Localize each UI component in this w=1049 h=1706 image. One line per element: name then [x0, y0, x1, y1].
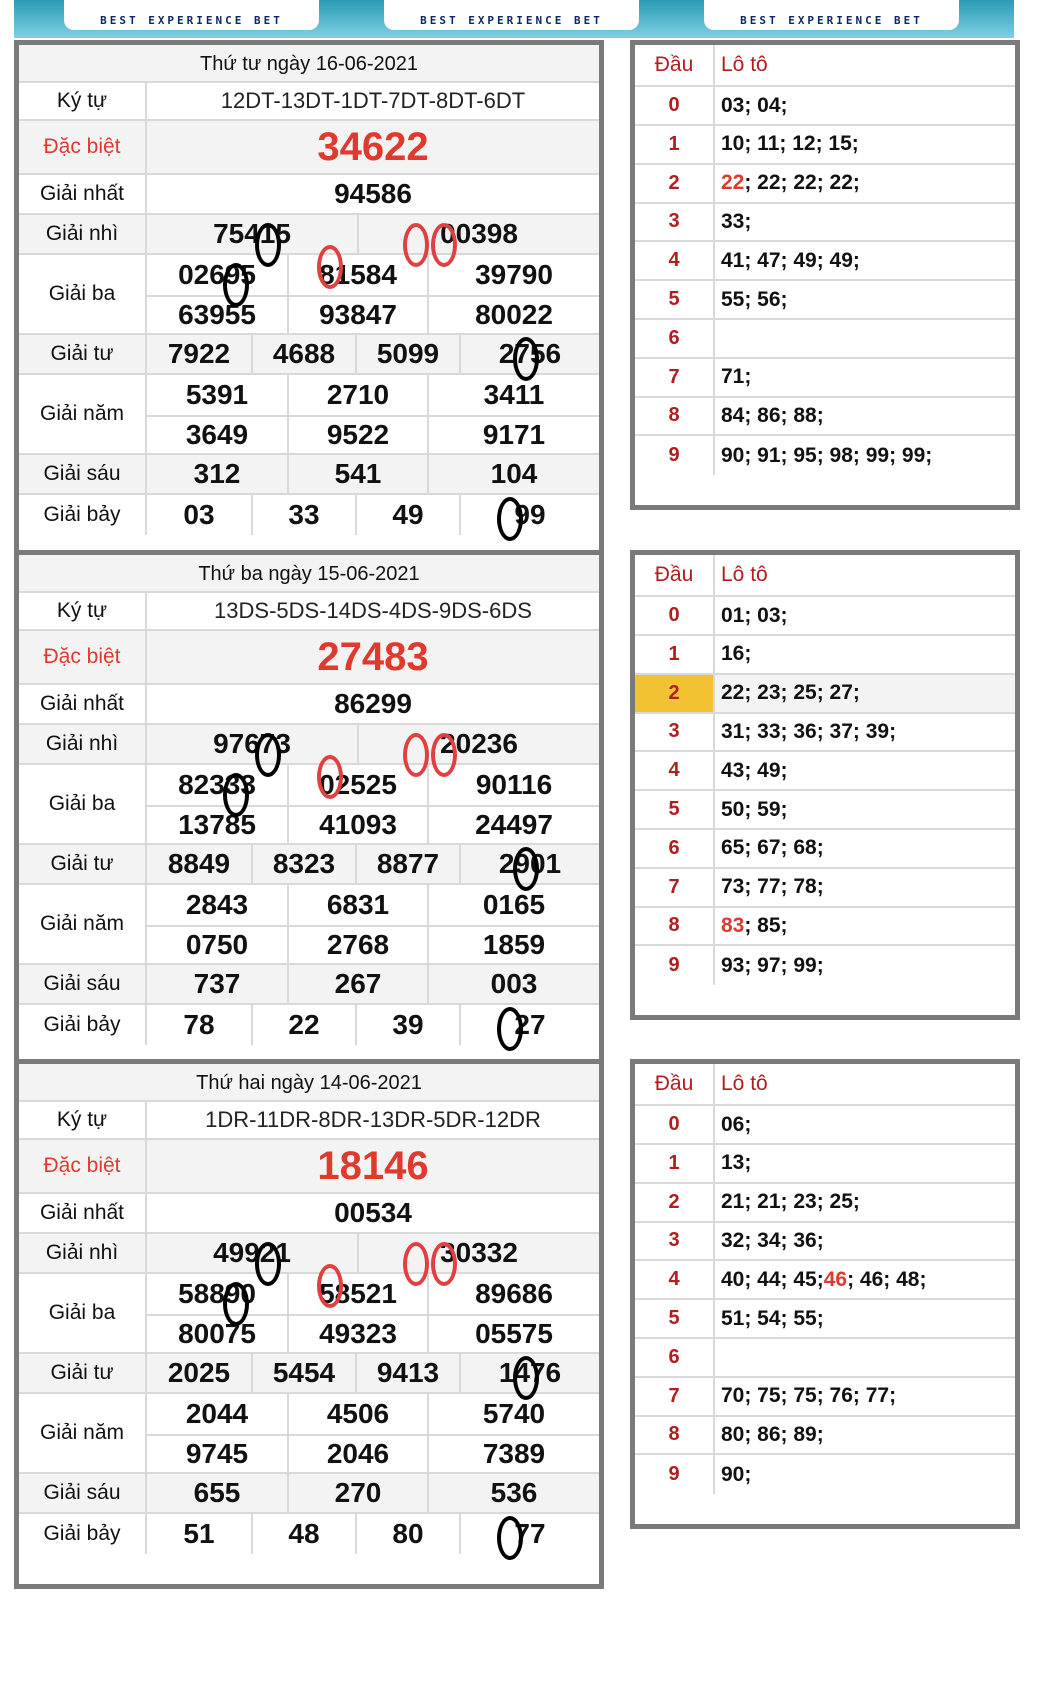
dau-value: 1: [635, 1145, 715, 1182]
loto-text: ; 85;: [744, 913, 788, 937]
loto-values: [721, 1455, 751, 1494]
loto-text: 55; 56;: [721, 287, 788, 311]
giai-sau-value: 270: [287, 1474, 427, 1512]
giai-bay-value: 99: [459, 495, 599, 535]
giai-sau-label: Giải sáu: [19, 1474, 147, 1512]
draw-date: Thứ hai ngày 14-06-2021: [196, 1072, 422, 1094]
giai-ba-label: Giải ba: [19, 1274, 147, 1352]
loto-text: 80; 86; 89;: [721, 1422, 824, 1446]
loto-row: [635, 830, 1015, 869]
loto-values: [721, 242, 860, 279]
giai-nhat-value: 00534: [334, 1197, 412, 1228]
dau-value: 0: [635, 597, 715, 634]
loto-text: 71;: [721, 365, 752, 389]
loto-text: 32; 34; 36;: [721, 1228, 824, 1252]
dau-value: 2: [635, 165, 715, 202]
dac-biet-label: Đặc biệt: [19, 1140, 147, 1192]
giai-nhi-label: Giải nhì: [19, 215, 147, 253]
loto-text: 01; 03;: [721, 603, 788, 627]
giai-ba-row: [19, 1274, 599, 1354]
giai-ba-value: 80022: [427, 295, 599, 335]
loto-text: 84; 86; 88;: [721, 403, 824, 427]
loto-header-label: Lô tô: [721, 53, 768, 76]
loto-highlight: 83: [721, 913, 745, 937]
loto-text: 93; 97; 99;: [721, 953, 824, 977]
loto-row: [635, 87, 1015, 126]
date-row: [19, 1064, 599, 1102]
loto-values: [721, 87, 788, 124]
giai-tu-value: 8877: [355, 845, 459, 883]
giai-bay-value: 80: [355, 1514, 459, 1554]
giai-ba-value: 39790: [427, 255, 599, 295]
loto-row: [635, 1378, 1015, 1417]
giai-nhat-row: [19, 1194, 599, 1234]
giai-bay-value: 77: [459, 1514, 599, 1554]
loto-row: [635, 165, 1015, 204]
giai-tu-row: [19, 335, 599, 375]
result-table: [14, 40, 604, 570]
loto-values: [721, 359, 751, 396]
giai-ba-value: 13785: [178, 809, 256, 840]
giai-nam-value: 7389: [427, 1434, 599, 1474]
giai-nhat-row: [19, 685, 599, 725]
loto-row: [635, 1222, 1015, 1261]
dau-value: 9: [635, 1455, 715, 1494]
loto-values: [721, 597, 788, 634]
giai-sau-row: [19, 455, 599, 495]
giai-ba-value: 81584: [287, 255, 427, 295]
giai-nam-value: 5740: [427, 1394, 599, 1434]
giai-nhi-value: 75415: [213, 218, 291, 249]
loto-header-label: Lô tô: [721, 563, 768, 586]
giai-ba-value: 24497: [427, 805, 599, 845]
ky-tu-label: Ký tự: [19, 83, 147, 119]
ky-tu-value: 13DS-5DS-14DS-4DS-9DS-6DS: [214, 598, 532, 623]
dau-value: 5: [635, 1300, 715, 1337]
loto-row: [635, 791, 1015, 830]
giai-bay-label: Giải bảy: [19, 1514, 147, 1554]
loto-table: [630, 1059, 1020, 1529]
loto-values: [721, 203, 751, 240]
dau-value: 4: [635, 1261, 715, 1298]
giai-nam-value: 0165: [427, 885, 599, 925]
loto-values: [721, 907, 788, 944]
loto-header: [635, 45, 1015, 87]
giai-sau-label: Giải sáu: [19, 965, 147, 1003]
giai-bay-label: Giải bảy: [19, 495, 147, 535]
loto-row: [635, 242, 1015, 281]
dau-value: 1: [635, 636, 715, 673]
giai-sau-row: [19, 1474, 599, 1514]
loto-values: [721, 1300, 824, 1337]
giai-ba-value: 89686: [427, 1274, 599, 1314]
loto-values: [721, 752, 788, 789]
giai-nhi-row: [19, 215, 599, 255]
loto-values: [721, 1416, 824, 1453]
loto-text: 03; 04;: [721, 93, 788, 117]
giai-ba-value: 63955: [178, 299, 256, 330]
loto-text: 10; 11; 12; 15;: [721, 132, 859, 156]
giai-bay-value: 03: [183, 499, 215, 530]
giai-nhat-value: 86299: [334, 688, 412, 719]
loto-text: 43; 49;: [721, 758, 788, 782]
loto-text: 33;: [721, 209, 752, 233]
loto-row: [635, 1261, 1015, 1300]
loto-text: 40; 44; 45;: [721, 1267, 824, 1291]
giai-tu-value: 2756: [459, 335, 599, 373]
giai-nam-value: 9522: [287, 415, 427, 455]
result-table: [14, 1059, 604, 1589]
dac-biet-value: 27483: [317, 634, 429, 679]
giai-nam-value: 2044: [185, 1398, 249, 1429]
giai-nam-label: Giải năm: [19, 1394, 147, 1472]
day-block: [14, 550, 1014, 1090]
loto-row: [635, 1416, 1015, 1455]
loto-header-label: Lô tô: [721, 1072, 768, 1095]
dau-header: Đầu: [635, 555, 715, 595]
giai-tu-value: 2025: [167, 1357, 231, 1388]
loto-row: [635, 1300, 1015, 1339]
giai-nhi-label: Giải nhì: [19, 725, 147, 763]
loto-text: 73; 77; 78;: [721, 875, 824, 899]
dau-value: 9: [635, 946, 715, 985]
loto-text: ; 22; 22; 22;: [744, 171, 860, 195]
loto-values: [721, 791, 788, 828]
loto-values: [721, 946, 824, 985]
dau-value: 9: [635, 436, 715, 475]
dau-value: 2: [635, 675, 715, 712]
giai-nhi-value: 30332: [357, 1234, 599, 1272]
loto-row: [635, 907, 1015, 946]
giai-bay-value: 27: [459, 1005, 599, 1045]
banner-slot: [384, 0, 639, 30]
dau-value: 5: [635, 791, 715, 828]
giai-ba-value: 05575: [427, 1314, 599, 1354]
dac-biet-label: Đặc biệt: [19, 631, 147, 683]
giai-nam-value: 2710: [287, 375, 427, 415]
dau-value: 7: [635, 1378, 715, 1415]
giai-nam-value: 0750: [185, 929, 249, 960]
day-block: [14, 1059, 1014, 1599]
date-row: [19, 555, 599, 593]
loto-values: [721, 126, 859, 163]
loto-text: 50; 59;: [721, 797, 788, 821]
loto-values: [721, 436, 932, 475]
loto-values: [721, 830, 824, 867]
loto-values: [721, 1106, 751, 1143]
giai-ba-value: 58890: [178, 1278, 256, 1309]
loto-values: [721, 397, 824, 434]
loto-values: [721, 713, 896, 750]
giai-sau-value: 003: [427, 965, 599, 1003]
giai-tu-value: 1476: [459, 1354, 599, 1392]
giai-nam-value: 3411: [427, 375, 599, 415]
dau-header: Đầu: [635, 45, 715, 85]
loto-values: [721, 281, 788, 318]
giai-nhi-value: 00398: [357, 215, 599, 253]
day-block: [14, 40, 1014, 580]
dau-value: 3: [635, 713, 715, 750]
giai-nam-value: 9171: [427, 415, 599, 455]
giai-nam-label: Giải năm: [19, 885, 147, 963]
giai-ba-value: 49323: [287, 1314, 427, 1354]
result-table: [14, 550, 604, 1080]
loto-values: [721, 1184, 860, 1221]
giai-ba-value: 90116: [427, 765, 599, 805]
dau-header: Đầu: [635, 1064, 715, 1104]
dac-biet-value: 34622: [317, 124, 429, 169]
giai-tu-value: 5099: [355, 335, 459, 373]
giai-sau-value: 267: [287, 965, 427, 1003]
giai-nam-value: 1859: [427, 925, 599, 965]
giai-ba-value: 80075: [178, 1318, 256, 1349]
giai-tu-value: 7922: [167, 338, 231, 369]
loto-row: [635, 713, 1015, 752]
dau-value: 3: [635, 203, 715, 240]
loto-row: [635, 1455, 1015, 1494]
giai-bay-value: 78: [183, 1009, 215, 1040]
loto-row: [635, 1339, 1015, 1378]
loto-row: [635, 1106, 1015, 1145]
giai-sau-value: 312: [193, 458, 241, 489]
site-banner: [14, 0, 1014, 38]
ky-tu-label: Ký tự: [19, 1102, 147, 1138]
giai-nam-row: [19, 885, 599, 965]
ky-tu-row: [19, 1102, 599, 1140]
dau-value: 4: [635, 242, 715, 279]
giai-ba-value: 02525: [287, 765, 427, 805]
giai-bay-value: 48: [251, 1514, 355, 1554]
dau-value: 6: [635, 1339, 715, 1376]
loto-row: [635, 320, 1015, 359]
giai-tu-label: Giải tư: [19, 335, 147, 373]
loto-row: [635, 946, 1015, 985]
loto-text: 41; 47; 49; 49;: [721, 248, 860, 272]
giai-tu-label: Giải tư: [19, 845, 147, 883]
giai-tu-row: [19, 845, 599, 885]
giai-nam-value: 2768: [287, 925, 427, 965]
giai-bay-value: 49: [355, 495, 459, 535]
giai-sau-value: 541: [287, 455, 427, 493]
dau-value: 6: [635, 320, 715, 357]
giai-ba-label: Giải ba: [19, 255, 147, 333]
loto-text: ; 46; 48;: [847, 1267, 927, 1291]
dac-biet-row: [19, 631, 599, 685]
giai-tu-value: 4688: [251, 335, 355, 373]
giai-nhat-row: [19, 175, 599, 215]
giai-nam-value: 3649: [185, 419, 249, 450]
ky-tu-label: Ký tự: [19, 593, 147, 629]
dac-biet-row: [19, 121, 599, 175]
giai-bay-value: 51: [183, 1518, 215, 1549]
dau-value: 0: [635, 87, 715, 124]
giai-tu-value: 8323: [251, 845, 355, 883]
loto-text: 06;: [721, 1112, 752, 1136]
loto-text: 65; 67; 68;: [721, 836, 824, 860]
loto-row: [635, 359, 1015, 398]
giai-ba-value: 41093: [287, 805, 427, 845]
loto-table: [630, 550, 1020, 1020]
draw-date: Thứ ba ngày 15-06-2021: [198, 563, 420, 585]
loto-header: [635, 555, 1015, 597]
giai-nam-label: Giải năm: [19, 375, 147, 453]
giai-bay-value: 22: [251, 1005, 355, 1045]
giai-bay-row: [19, 1005, 599, 1045]
draw-date: Thứ tư ngày 16-06-2021: [199, 53, 419, 75]
giai-nam-row: [19, 375, 599, 455]
giai-nhi-row: [19, 1234, 599, 1274]
giai-nam-value: 9745: [185, 1438, 249, 1469]
banner-tagline: BEST EXPERIENCE BET: [100, 14, 283, 27]
giai-sau-value: 655: [193, 1477, 241, 1508]
banner-slot: [64, 0, 319, 30]
giai-sau-row: [19, 965, 599, 1005]
dau-value: 3: [635, 1222, 715, 1259]
loto-values: [721, 1378, 896, 1415]
dau-value: 6: [635, 830, 715, 867]
giai-ba-value: 93847: [287, 295, 427, 335]
giai-nhi-value: 49921: [213, 1237, 291, 1268]
loto-text: 90;: [721, 1462, 752, 1486]
giai-ba-row: [19, 255, 599, 335]
ky-tu-value: 1DR-11DR-8DR-13DR-5DR-12DR: [205, 1107, 541, 1132]
giai-ba-value: 82333: [178, 769, 256, 800]
giai-nam-value: 2843: [185, 889, 249, 920]
giai-sau-label: Giải sáu: [19, 455, 147, 493]
loto-row: [635, 203, 1015, 242]
dau-value: 7: [635, 359, 715, 396]
ky-tu-value: 12DT-13DT-1DT-7DT-8DT-6DT: [220, 88, 526, 113]
dau-value: 4: [635, 752, 715, 789]
date-row: [19, 45, 599, 83]
loto-row: [635, 597, 1015, 636]
giai-sau-value: 536: [427, 1474, 599, 1512]
loto-header: [635, 1064, 1015, 1106]
dac-biet-value: 18146: [317, 1143, 429, 1188]
giai-bay-row: [19, 1514, 599, 1554]
loto-row: [635, 126, 1015, 165]
loto-text: 21; 21; 23; 25;: [721, 1190, 860, 1214]
ky-tu-row: [19, 593, 599, 631]
ky-tu-row: [19, 83, 599, 121]
giai-nam-value: 2046: [287, 1434, 427, 1474]
dau-value: 2: [635, 1184, 715, 1221]
loto-table: [630, 40, 1020, 510]
dau-value: 8: [635, 1416, 715, 1453]
loto-row: [635, 281, 1015, 320]
giai-nhi-row: [19, 725, 599, 765]
loto-values: [721, 869, 824, 906]
giai-nam-row: [19, 1394, 599, 1474]
giai-tu-value: 5454: [251, 1354, 355, 1392]
loto-values: [721, 636, 751, 673]
giai-nhi-value: 97673: [213, 728, 291, 759]
loto-text: 22; 23; 25; 27;: [721, 681, 860, 705]
loto-highlight: 22: [721, 171, 745, 195]
loto-values: [721, 165, 860, 202]
giai-nhat-label: Giải nhất: [19, 1194, 147, 1232]
dau-value: 7: [635, 869, 715, 906]
loto-values: [721, 1145, 751, 1182]
loto-row: [635, 869, 1015, 908]
giai-sau-value: 104: [427, 455, 599, 493]
giai-nhat-label: Giải nhất: [19, 685, 147, 723]
giai-ba-row: [19, 765, 599, 845]
loto-row: [635, 397, 1015, 436]
giai-nam-value: 6831: [287, 885, 427, 925]
giai-tu-value: 2901: [459, 845, 599, 883]
giai-nhi-value: 20236: [357, 725, 599, 763]
giai-bay-row: [19, 495, 599, 535]
loto-row: [635, 436, 1015, 475]
loto-text: 70; 75; 75; 76; 77;: [721, 1384, 897, 1408]
loto-text: 90; 91; 95; 98; 99; 99;: [721, 443, 933, 467]
dau-value: 8: [635, 907, 715, 944]
loto-row: [635, 1145, 1015, 1184]
giai-tu-label: Giải tư: [19, 1354, 147, 1392]
giai-nhat-label: Giải nhất: [19, 175, 147, 213]
loto-text: 13;: [721, 1151, 752, 1175]
loto-text: 16;: [721, 642, 752, 666]
dau-value: 5: [635, 281, 715, 318]
giai-bay-value: 33: [251, 495, 355, 535]
dau-value: 8: [635, 397, 715, 434]
loto-values: [721, 675, 860, 712]
giai-tu-row: [19, 1354, 599, 1394]
banner-tagline: BEST EXPERIENCE BET: [420, 14, 603, 27]
giai-ba-value: 58521: [287, 1274, 427, 1314]
giai-bay-label: Giải bảy: [19, 1005, 147, 1045]
giai-ba-label: Giải ba: [19, 765, 147, 843]
loto-row: [635, 636, 1015, 675]
giai-nam-value: 4506: [287, 1394, 427, 1434]
giai-bay-value: 39: [355, 1005, 459, 1045]
loto-values: [721, 1222, 824, 1259]
dac-biet-label: Đặc biệt: [19, 121, 147, 173]
loto-values: [721, 1261, 926, 1298]
loto-highlight: 46: [823, 1267, 848, 1291]
giai-nhat-value: 94586: [334, 178, 412, 209]
dac-biet-row: [19, 1140, 599, 1194]
giai-ba-value: 02695: [178, 259, 256, 290]
loto-row: [635, 675, 1015, 714]
giai-tu-value: 8849: [167, 848, 231, 879]
loto-text: 31; 33; 36; 37; 39;: [721, 719, 897, 743]
loto-text: 51; 54; 55;: [721, 1306, 824, 1330]
banner-slot: [704, 0, 959, 30]
loto-row: [635, 1184, 1015, 1223]
banner-tagline: BEST EXPERIENCE BET: [740, 14, 923, 27]
dau-value: 0: [635, 1106, 715, 1143]
giai-nam-value: 5391: [185, 379, 249, 410]
dau-value: 1: [635, 126, 715, 163]
loto-row: [635, 752, 1015, 791]
giai-nhi-label: Giải nhì: [19, 1234, 147, 1272]
giai-tu-value: 9413: [355, 1354, 459, 1392]
giai-sau-value: 737: [193, 968, 241, 999]
